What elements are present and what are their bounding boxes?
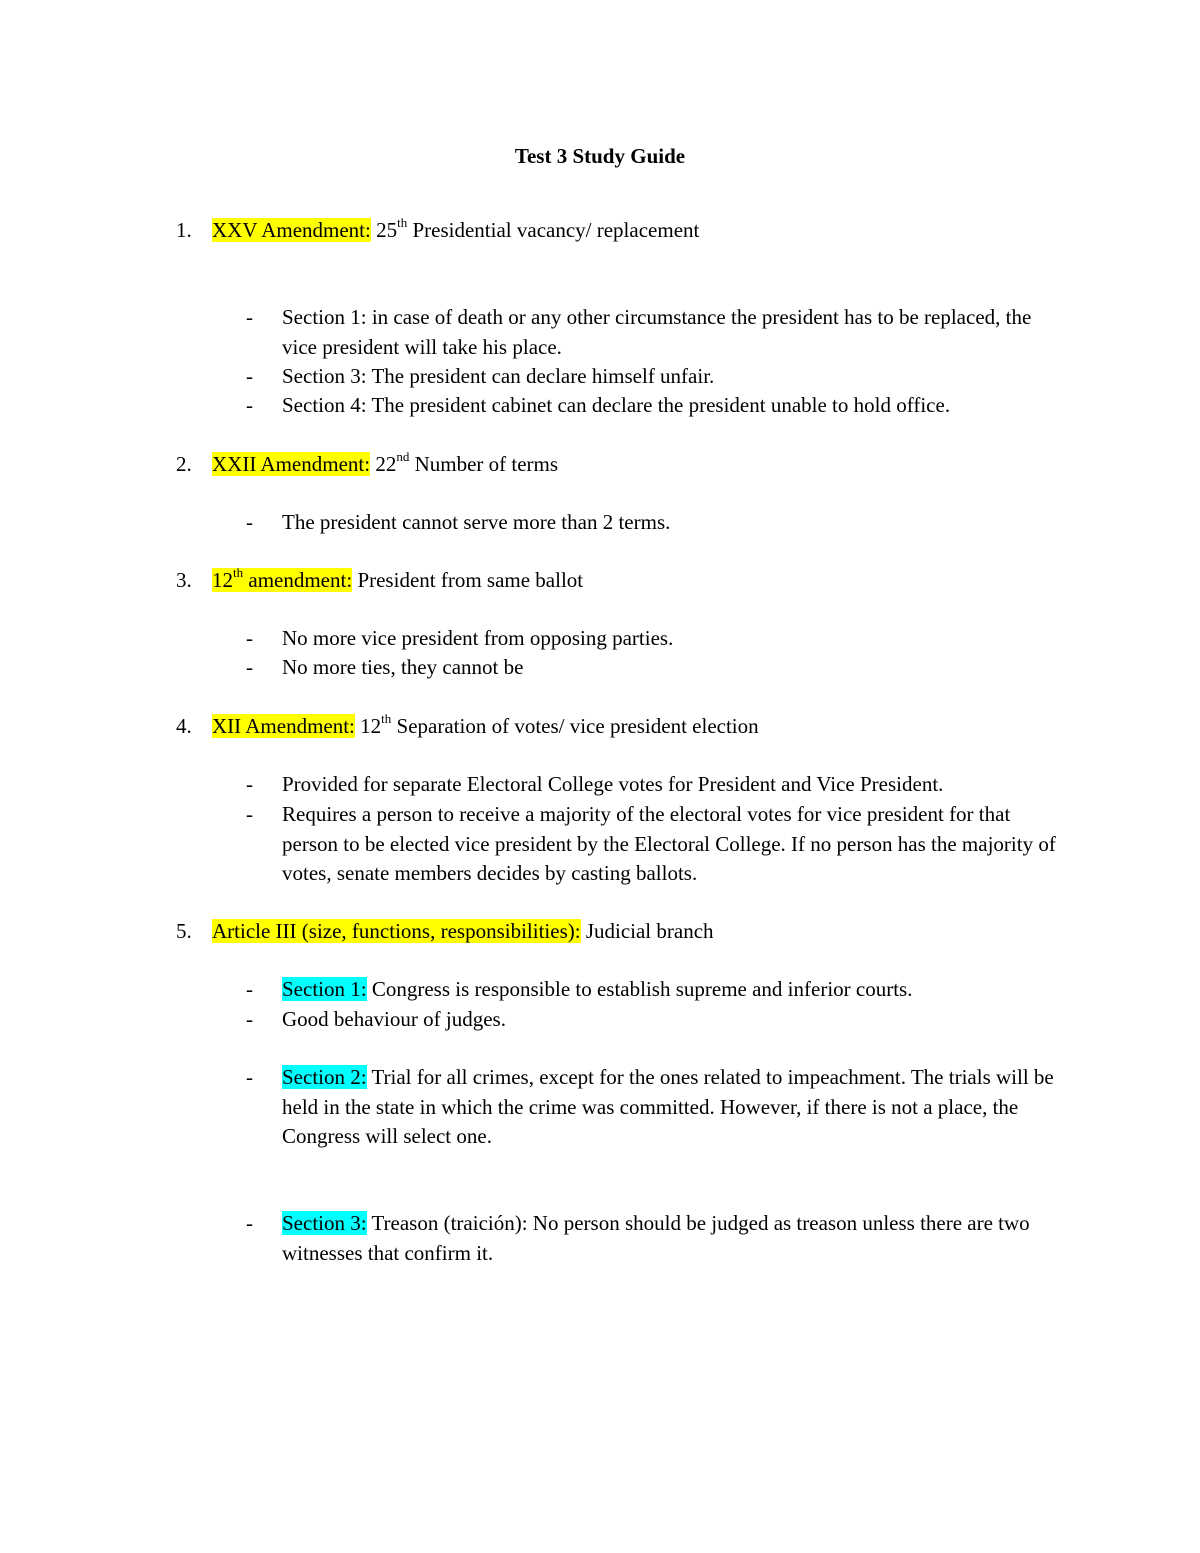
list-item	[246, 800, 1066, 889]
section-text: Trial for all crimes, except for the ones related to impeachment. The trials will be held in the state in which the crime was committed. However, if there is not a place, the Congress will select one.	[282, 1065, 1054, 1148]
bullet-dash: -	[246, 655, 253, 679]
ordinal-suffix: th	[381, 711, 392, 726]
list-item	[246, 653, 1066, 683]
item-description: President from same ballot	[352, 568, 584, 592]
bullet-text: Good behaviour of judges.	[282, 1007, 506, 1031]
bullet-text: Section 4: The president cabinet can declare the president unable to hold office.	[282, 393, 951, 417]
list-item	[246, 391, 1066, 421]
item-description: Separation of votes/ vice president election	[391, 714, 759, 738]
item-number: 3.	[176, 568, 192, 592]
section-text: Treason (traición): No person should be judged as treason unless there are two witnesses that confirm it.	[282, 1211, 1030, 1265]
item-3-heading	[176, 566, 583, 595]
bullet-dash: -	[246, 510, 253, 534]
item-number: 5.	[176, 919, 192, 943]
bullet-text: Section 3: The president can declare himself unfair.	[282, 364, 715, 388]
list-item	[246, 508, 1066, 538]
bullet-dash: -	[246, 1211, 253, 1235]
bullet-dash: -	[246, 1065, 253, 1089]
label-suffix: th	[233, 565, 244, 580]
item-label: XXV Amendment:	[212, 218, 371, 242]
bullet-dash: -	[246, 802, 253, 826]
bullet-text: The president cannot serve more than 2 terms.	[282, 510, 671, 534]
item-description: Judicial branch	[580, 919, 714, 943]
ordinal-number: 12	[360, 714, 382, 738]
item-4-heading	[176, 712, 759, 741]
bullet-dash: -	[246, 626, 253, 650]
bullet-text: Section 1: in case of death or any other circumstance the president has to be replaced, the vice president will take his place.	[282, 305, 1032, 359]
item-number: 1.	[176, 218, 192, 242]
bullet-dash: -	[246, 393, 253, 417]
item-number: 2.	[176, 452, 192, 476]
bullet-dash: -	[246, 772, 253, 796]
bullet-dash: -	[246, 364, 253, 388]
list-item	[246, 624, 1066, 654]
bullet-text	[282, 1063, 1066, 1152]
bullet-dash: -	[246, 977, 253, 1001]
list-item	[246, 770, 1066, 800]
item-number: 4.	[176, 714, 192, 738]
item-label: Article III (size, functions, responsibilities):	[212, 919, 581, 943]
ordinal-number: 22	[375, 452, 397, 476]
bullet-text	[282, 975, 1066, 1005]
item-5-heading	[176, 917, 714, 946]
item-1-heading	[176, 216, 699, 245]
bullet-text	[282, 1209, 1066, 1268]
bullet-dash: -	[246, 305, 253, 329]
item-label: XXII Amendment:	[212, 452, 371, 476]
bullet-text: Requires a person to receive a majority of the electoral votes for vice president for that person to be elected vice president by the Electoral College. If no person has the majority of votes, senate members decides by casting ballots.	[282, 802, 1056, 885]
ordinal-suffix: nd	[396, 449, 410, 464]
list-item	[246, 1005, 1066, 1035]
section-text: Congress is responsible to establish supreme and inferior courts.	[366, 977, 913, 1001]
section-label: Section 2:	[282, 1065, 367, 1089]
item-2-heading	[176, 450, 558, 479]
item-label	[212, 565, 353, 592]
list-item	[246, 1063, 1066, 1152]
item-description: Number of terms	[409, 452, 559, 476]
section-label: Section 3:	[282, 1211, 367, 1235]
label-number: 12	[212, 568, 233, 592]
list-item	[246, 975, 1066, 1005]
ordinal-number: 25	[376, 218, 398, 242]
list-item	[246, 1209, 1066, 1268]
item-description: Presidential vacancy/ replacement	[407, 218, 700, 242]
section-label: Section 1:	[282, 977, 367, 1001]
label-text: amendment:	[243, 568, 353, 592]
bullet-text: No more vice president from opposing parties.	[282, 626, 674, 650]
item-label: XII Amendment:	[212, 714, 355, 738]
bullet-text: No more ties, they cannot be	[282, 655, 524, 679]
page-title: Test 3 Study Guide	[514, 144, 686, 168]
list-item	[246, 362, 1066, 392]
ordinal-suffix: th	[397, 215, 408, 230]
list-item	[246, 303, 1066, 362]
bullet-dash: -	[246, 1007, 253, 1031]
bullet-text: Provided for separate Electoral College votes for President and Vice President.	[282, 772, 944, 796]
